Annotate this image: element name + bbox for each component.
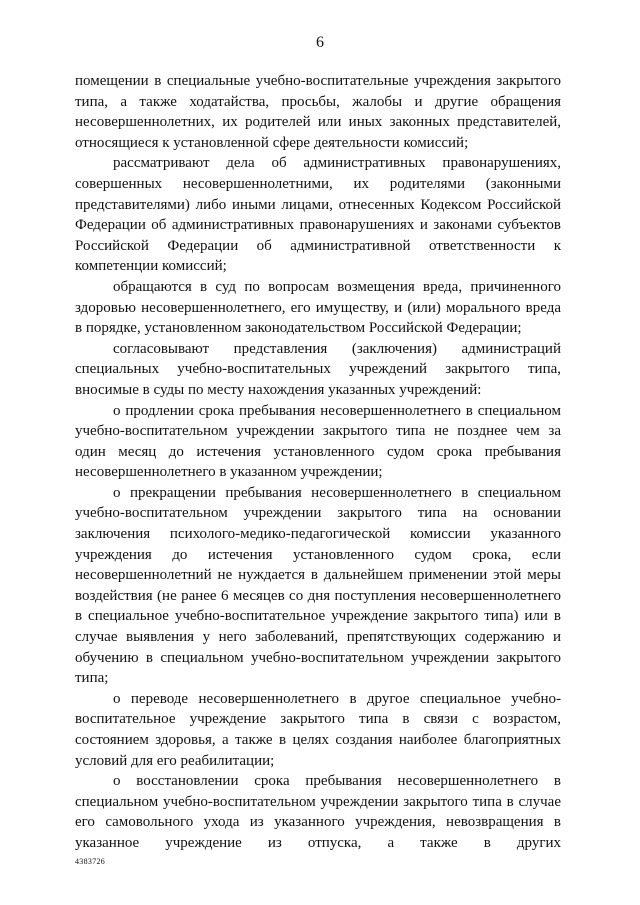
paragraph-terminate-stay: о прекращении пребывания несовершеннолетнего в специальном учебно-воспитательном учреждении закрытого типа на основании заключения психолого-медико-педагогической комиссии указанного учреждения до истечения установленного судом срока, если несовершеннолетний не нуждается в дальнейшем применении этой меры воздействия (не ранее 6 месяцев со дня поступления несовершеннолетнего в специальное учебно-воспитательное учреждение закрытого типа) или в случае выявления у него заболеваний, препятствующих содержанию и обучению в специальном учебно-воспитательном учреждении закрытого типа; xyxy=(75,484,561,687)
page-number: 6 xyxy=(316,34,324,51)
paragraph-continuation: помещении в специальные учебно-воспитательные учреждения закрытого типа, а также ходатайства, просьбы, жалобы и другие обращения несовершеннолетних, их родителей или иных законных представителей, относящиеся к установленной сфере деятельности комиссий; xyxy=(75,73,561,151)
paragraph-extend-stay: о продлении срока пребывания несовершеннолетнего в специальном учебно-воспитательном учреждении закрытого типа не позднее чем за один месяц до истечения установленного судом срока пребывания несовершеннолетнего в указанном учреждении; xyxy=(75,402,561,481)
document-id: 4383726 xyxy=(75,857,106,866)
paragraph-transfer: о переводе несовершеннолетнего в другое специальное учебно-воспитательное учреждение закрытого типа в связи с возрастом, состоянием здоровья, а также в целях создания наиболее благоприятных условий для его реабилитации; xyxy=(75,690,561,769)
paragraph-restore-term: о восстановлении срока пребывания несовершеннолетнего в специальном учебно-воспитательном учреждении закрытого типа в случае его самовольного ухода из указанного учреждения, невозвращения в указанное учреждение из отпуска, а также в других xyxy=(75,773,561,851)
paragraph-approve-submissions: согласовывают представления (заключения) администраций специальных учебно-воспитательных учреждений закрытого типа, вносимые в суды по месту нахождения указанных учреждений: xyxy=(75,340,561,398)
paragraph-review-cases: рассматривают дела об административных правонарушениях, совершенных несовершеннолетними, их родителями (законными представителями) либо иными лицами, отнесенных Кодексом Российской Федерации об административных правонарушениях и законами субъектов Российской Федерации об административной ответственности к компетенции комиссий; xyxy=(75,155,561,275)
paragraph-court-appeal: обращаются в суд по вопросам возмещения вреда, причиненного здоровью несовершеннолетнего, его имуществу, и (или) морального вреда в порядке, установленном законодательством Российской Федерации; xyxy=(75,278,561,337)
body-text xyxy=(75,71,561,854)
